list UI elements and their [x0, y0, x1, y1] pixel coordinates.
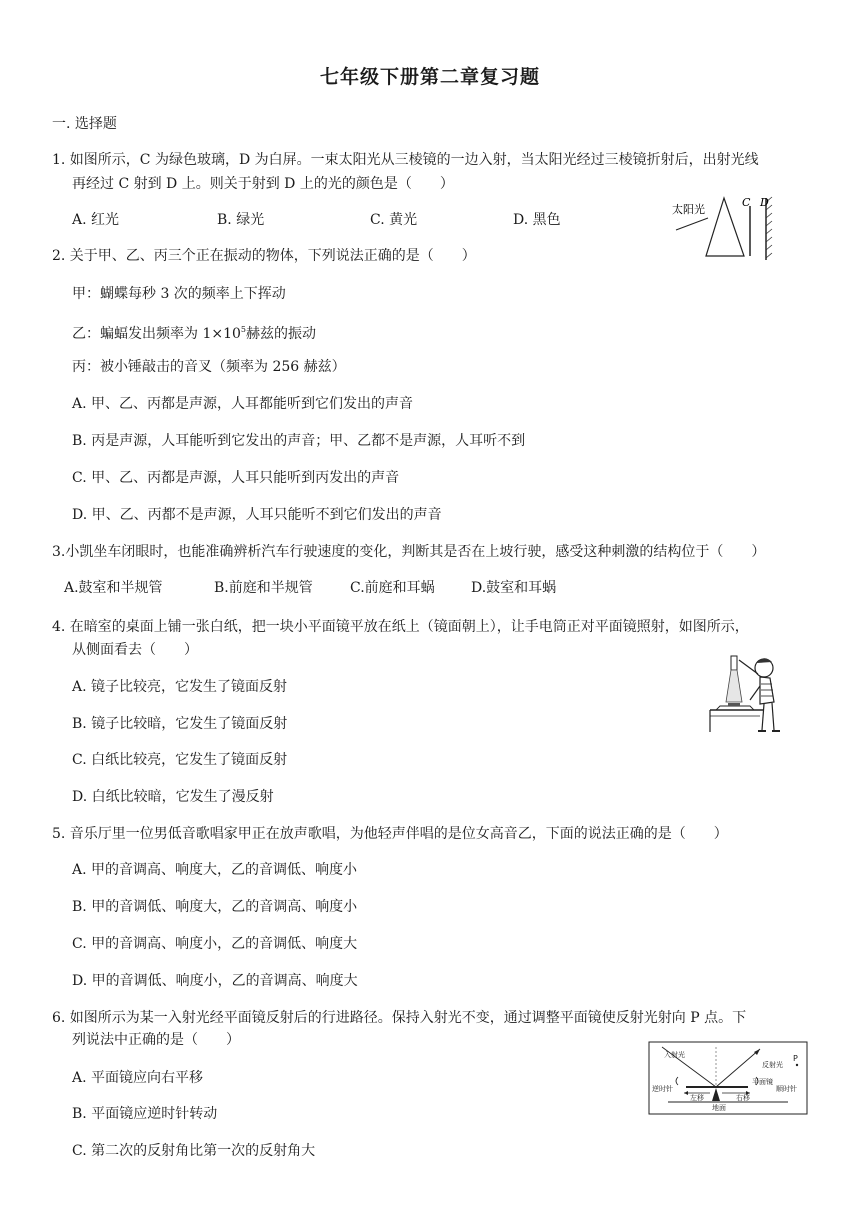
q2-item-jia: 甲：蝴蝶每秒 3 次的频率上下挥动: [72, 286, 286, 302]
q6-option-c: C. 第二次的反射角比第一次的反射角大: [72, 1143, 316, 1159]
q2-option-a: A. 甲、乙、丙都是声源，人耳都能听到它们发出的声音: [72, 396, 414, 412]
q1-stem-line1: 1. 如图所示，C 为绿色玻璃，D 为白屏。一束太阳光从三棱镜的一边入射，当太阳光经过三棱镜折射后，出射光线: [52, 152, 759, 168]
q6-stem-line1: 6. 如图所示为某一入射光经平面镜反射后的行进路径。保持入射光不变，通过调整平面镜使反射光射向 P 点。下: [52, 1010, 747, 1026]
q5-option-d: D. 甲的音调低、响度小，乙的音调高、响度大: [72, 973, 358, 989]
q5-option-b: B. 甲的音调低、响度大，乙的音调高、响度小: [72, 899, 358, 915]
q3-option-b: B.前庭和半规管: [214, 580, 313, 596]
q3-option-a: A.鼓室和半规管: [64, 580, 163, 596]
q4-option-d: D. 白纸比较暗，它发生了漫反射: [72, 789, 274, 805]
q6-stem-line2: 列说法中正确的是（ ）: [72, 1032, 240, 1048]
reflected-label: 反射光: [762, 1061, 783, 1069]
glass-c-label: C: [742, 196, 751, 209]
move-right-label: 右移: [736, 1094, 750, 1102]
light-cone: [726, 670, 742, 702]
flashlight-icon: [731, 656, 737, 670]
q3-option-c: C.前庭和耳蜗: [350, 580, 435, 596]
q2-item-bing: 丙：被小锤敲击的音叉（频率为 256 赫兹）: [72, 359, 346, 375]
q4-stem-line1: 4. 在暗室的桌面上铺一张白纸，把一块小平面镜平放在纸上（镜面朝上），让手电筒正对平面镜照射，如图所示，: [52, 619, 749, 635]
q4-option-c: C. 白纸比较亮，它发生了镜面反射: [72, 752, 288, 768]
q1-stem-line2: 再经过 C 射到 D 上。则关于射到 D 上的光的颜色是（ ）: [72, 176, 454, 192]
mirror-label: 平面镜: [752, 1078, 773, 1086]
q5-stem: 5. 音乐厅里一位男低音歌唱家甲正在放声歌唱，为他轻声伴唱的是位女高音乙，下面的说法正确的是（ ）: [52, 826, 728, 842]
q1-option-d: D. 黑色: [513, 212, 561, 228]
q2-option-d: D. 甲、乙、丙都不是声源，人耳只能听不到它们发出的声音: [72, 507, 442, 523]
sunlight-label: 太阳光: [672, 203, 705, 216]
q2-option-c: C. 甲、乙、丙都是声源，人耳只能听到丙发出的声音: [72, 470, 400, 486]
mirror-reflection-diagram: [648, 1041, 808, 1115]
person-body: [760, 677, 774, 704]
pivot-support: [712, 1088, 720, 1101]
section-heading: 一. 选择题: [52, 116, 117, 132]
point-p-marker: [796, 1064, 798, 1066]
incident-ray: [662, 1047, 716, 1087]
q5-option-c: C. 甲的音调高、响度小，乙的音调低、响度大: [72, 936, 358, 952]
screen-d-label: D: [760, 196, 769, 209]
mirror-piece: [728, 703, 740, 706]
q2-yi-exponent: 5: [240, 325, 246, 334]
q4-option-a: A. 镜子比较亮，它发生了镜面反射: [72, 679, 288, 695]
q2-option-b: B. 丙是声源，人耳能听到它发出的声音；甲、乙都不是声源，人耳听不到: [72, 433, 526, 449]
incident-ray: [676, 218, 708, 230]
prism-diagram: [666, 196, 796, 264]
q1-option-a: A. 红光: [72, 212, 120, 228]
q3-option-d: D.鼓室和耳蜗: [471, 580, 557, 596]
q1-option-b: B. 绿光: [217, 212, 265, 228]
flashlight-mirror-illustration: [706, 646, 796, 736]
page-title: 七年级下册第二章复习题: [319, 66, 540, 88]
q3-stem: 3.小凯坐车闭眼时，也能准确辨析汽车行驶速度的变化，判断其是否在上坡行驶，感受这种刺激的结构位于（ ）: [52, 544, 766, 560]
q4-stem-line2: 从侧面看去（ ）: [72, 642, 198, 658]
q2-item-yi: [72, 320, 316, 344]
counterclockwise-label: 逆时针: [652, 1085, 673, 1093]
prism-shape: [706, 198, 744, 256]
q1-option-c: C. 黄光: [370, 212, 418, 228]
q6-option-b: B. 平面镜应逆时针转动: [72, 1106, 218, 1122]
q5-option-a: A. 甲的音调高、响度大，乙的音调低、响度小: [72, 862, 358, 878]
clockwise-label: 顺时针: [776, 1085, 797, 1093]
move-left-label: 左移: [690, 1094, 704, 1102]
q2-yi-suffix: 赫兹的振动: [246, 326, 316, 342]
q6-option-a: A. 平面镜应向右平移: [72, 1070, 204, 1086]
incident-label: 入射光: [664, 1051, 685, 1059]
q2-yi-prefix: 乙：蝙蝠发出频率为 1×10: [72, 326, 241, 342]
point-p-label: P: [793, 1054, 798, 1063]
q4-option-b: B. 镜子比较暗，它发生了镜面反射: [72, 716, 288, 732]
ground-label: 地面: [712, 1104, 726, 1112]
q2-stem: 2. 关于甲、乙、丙三个正在振动的物体，下列说法正确的是（ ）: [52, 248, 476, 264]
